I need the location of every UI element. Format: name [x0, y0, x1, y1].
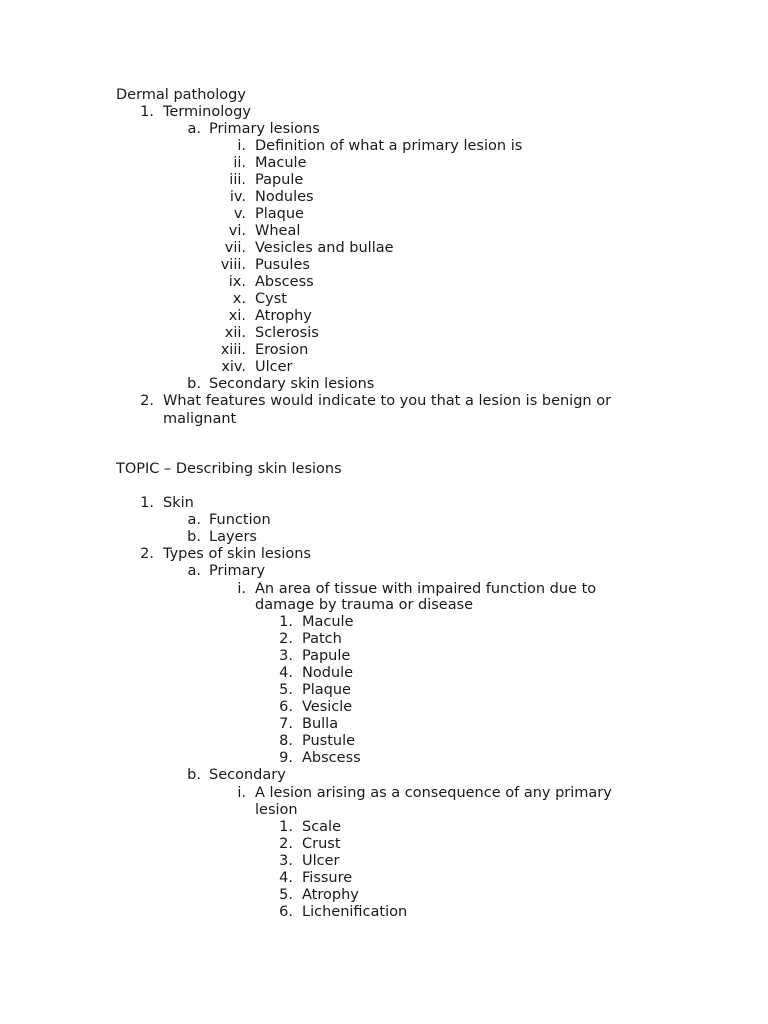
list-marker: v.: [233, 206, 246, 222]
list-item-text: Nodule: [302, 665, 354, 681]
list-item-text: Secondary: [209, 767, 286, 783]
outline-line: [0, 257, 768, 274]
list-marker: b.: [187, 376, 201, 392]
list-marker: ii.: [233, 155, 246, 171]
outline-line: [0, 359, 768, 376]
list-item-text: Ulcer: [255, 359, 293, 375]
list-item-text: Pusules: [255, 257, 310, 273]
list-marker: 2.: [279, 836, 293, 852]
outline-line: [0, 699, 768, 716]
outline-line: [0, 802, 768, 819]
list-item-text: malignant: [163, 411, 237, 427]
outline-line: [0, 155, 768, 172]
list-item-text: Wheal: [255, 223, 301, 239]
list-item-text: Erosion: [255, 342, 309, 358]
list-item-text: Layers: [209, 529, 257, 545]
section-heading: [0, 461, 768, 478]
list-item-text: Function: [209, 512, 271, 528]
list-item-text: Plaque: [302, 682, 351, 698]
list-marker: 1.: [279, 614, 293, 630]
outline-line: [0, 682, 768, 699]
list-item-text: Primary: [209, 563, 266, 579]
list-item-text: Macule: [255, 155, 307, 171]
outline-line: [0, 887, 768, 904]
outline-line: [0, 563, 768, 580]
list-item-text: Macule: [302, 614, 354, 630]
list-marker: 1.: [140, 104, 154, 120]
list-item-text: Definition of what a primary lesion is: [255, 138, 523, 154]
list-marker: 8.: [279, 733, 293, 749]
list-marker: xiii.: [220, 342, 246, 358]
outline-line: [0, 172, 768, 189]
list-marker: x.: [232, 291, 246, 307]
heading-text: Dermal pathology: [116, 87, 246, 103]
outline-line: [0, 819, 768, 836]
outline-line: [0, 274, 768, 291]
list-marker: 7.: [279, 716, 293, 732]
list-marker: i.: [237, 581, 246, 597]
list-marker: 9.: [279, 750, 293, 766]
list-item-text: Atrophy: [302, 887, 359, 903]
list-marker: iii.: [229, 172, 246, 188]
list-item-text: A lesion arising as a consequence of any primary: [255, 785, 612, 801]
list-marker: 5.: [279, 887, 293, 903]
section-heading: [0, 87, 768, 104]
list-marker: i.: [237, 785, 246, 801]
outline-line: [0, 597, 768, 614]
list-item-text: Scale: [302, 819, 342, 835]
list-marker: xii.: [224, 325, 246, 341]
list-item-text: Plaque: [255, 206, 304, 222]
outline-line: [0, 631, 768, 648]
list-marker: b.: [187, 767, 201, 783]
list-item-text: Crust: [302, 836, 341, 852]
list-item-text: Types of skin lesions: [163, 546, 311, 562]
list-item-text: What features would indicate to you that a lesion is benign or: [163, 393, 612, 409]
outline-line: [0, 785, 768, 802]
outline-line: [0, 393, 768, 410]
list-item-text: Sclerosis: [255, 325, 319, 341]
outline-line: [0, 325, 768, 342]
list-marker: 1.: [140, 495, 154, 511]
list-item-text: An area of tissue with impaired function due to: [255, 581, 597, 597]
list-item-text: Ulcer: [302, 853, 340, 869]
outline-line: [0, 206, 768, 223]
list-marker: 4.: [279, 665, 293, 681]
outline-line: [0, 495, 768, 512]
list-item-text: Atrophy: [255, 308, 312, 324]
outline-line: [0, 904, 768, 921]
list-marker: 4.: [279, 870, 293, 886]
list-item-text: Skin: [163, 495, 194, 511]
list-item-text: Vesicles and bullae: [255, 240, 394, 256]
outline-line: [0, 121, 768, 138]
list-marker: 2.: [140, 546, 154, 562]
outline-line: [0, 853, 768, 870]
outline-line: [0, 767, 768, 784]
list-item-text: damage by trauma or disease: [255, 597, 474, 613]
list-item-text: Cyst: [255, 291, 287, 307]
outline-line: [0, 512, 768, 529]
list-item-text: Abscess: [255, 274, 314, 290]
outline-line: [0, 836, 768, 853]
outline-line: [0, 411, 768, 428]
list-marker: a.: [187, 121, 201, 137]
outline-line: [0, 291, 768, 308]
outline-line: [0, 716, 768, 733]
list-item-text: Terminology: [163, 104, 251, 120]
list-item-text: Vesicle: [302, 699, 353, 715]
outline-line: [0, 665, 768, 682]
outline-line: [0, 240, 768, 257]
list-item-text: Pustule: [302, 733, 356, 749]
list-item-text: lesion: [255, 802, 298, 818]
list-item-text: Fissure: [302, 870, 353, 886]
outline-line: [0, 104, 768, 121]
outline-line: [0, 138, 768, 155]
list-marker: 3.: [279, 853, 293, 869]
outline-line: [0, 750, 768, 767]
list-marker: 5.: [279, 682, 293, 698]
list-item-text: Bulla: [302, 716, 339, 732]
outline-line: [0, 546, 768, 563]
list-marker: vii.: [224, 240, 246, 256]
list-marker: 2.: [279, 631, 293, 647]
list-marker: 6.: [279, 904, 293, 920]
outline-line: [0, 342, 768, 359]
outline-line: [0, 870, 768, 887]
list-item-text: Nodules: [255, 189, 314, 205]
list-marker: 3.: [279, 648, 293, 664]
outline-line: [0, 529, 768, 546]
list-marker: a.: [187, 512, 201, 528]
list-marker: viii.: [220, 257, 246, 273]
list-marker: i.: [237, 138, 246, 154]
list-item-text: Lichenification: [302, 904, 408, 920]
list-marker: a.: [187, 563, 201, 579]
list-item-text: Papule: [302, 648, 351, 664]
list-marker: 6.: [279, 699, 293, 715]
outline-line: [0, 648, 768, 665]
list-marker: ix.: [228, 274, 246, 290]
list-item-text: Patch: [302, 631, 342, 647]
list-marker: iv.: [229, 189, 246, 205]
outline-line: [0, 376, 768, 393]
list-item-text: Abscess: [302, 750, 361, 766]
outline-line: [0, 189, 768, 206]
outline-line: [0, 614, 768, 631]
list-marker: b.: [187, 529, 201, 545]
outline-line: [0, 223, 768, 240]
list-marker: 2.: [140, 393, 154, 409]
outline-line: [0, 581, 768, 598]
list-item-text: Primary lesions: [209, 121, 320, 137]
list-marker: xiv.: [221, 359, 246, 375]
heading-text: TOPIC – Describing skin lesions: [116, 461, 342, 477]
outline-line: [0, 733, 768, 750]
list-item-text: Secondary skin lesions: [209, 376, 375, 392]
list-marker: 1.: [279, 819, 293, 835]
list-marker: vi.: [228, 223, 246, 239]
outline-line: [0, 308, 768, 325]
list-marker: xi.: [228, 308, 246, 324]
list-item-text: Papule: [255, 172, 304, 188]
